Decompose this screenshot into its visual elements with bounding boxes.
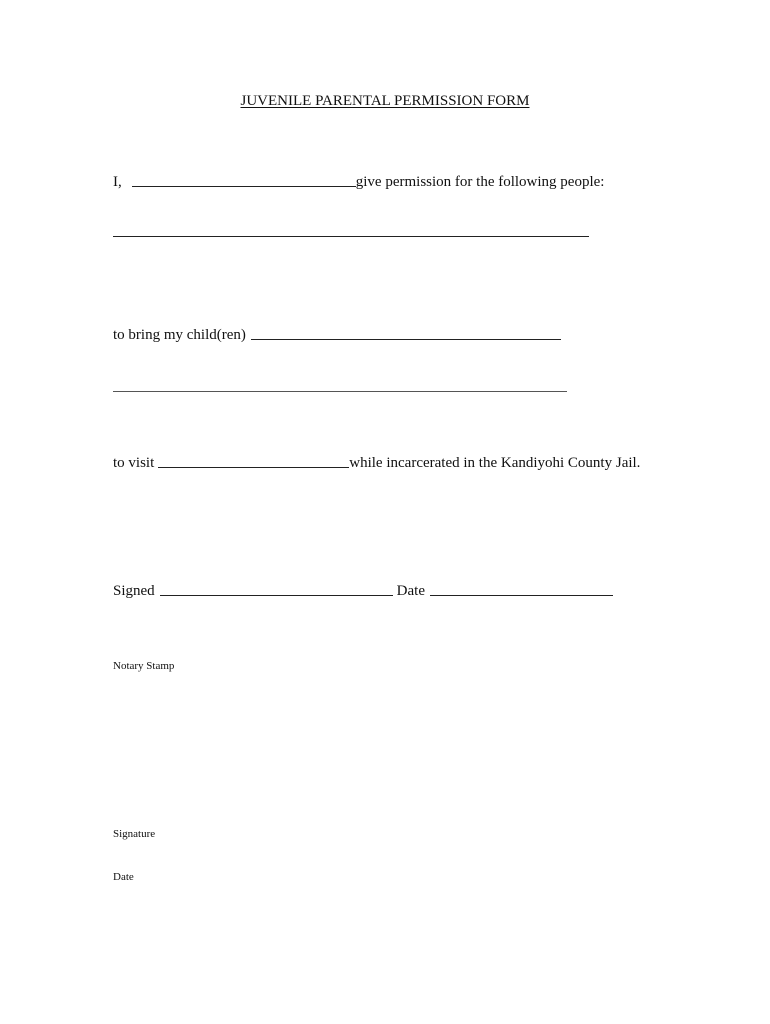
permission-line: [113, 173, 604, 191]
form-title: JUVENILE PARENTAL PERMISSION FORM: [240, 93, 530, 109]
signature-line: [113, 582, 613, 600]
visit-prefix: to visit: [113, 455, 155, 471]
date-field[interactable]: [430, 594, 613, 596]
visit-line: [113, 454, 640, 472]
people-field[interactable]: [113, 236, 589, 237]
notary-signature-label: Signature: [113, 828, 156, 840]
children-field-continued[interactable]: [113, 391, 567, 392]
parent-name-field[interactable]: [132, 185, 356, 187]
children-field[interactable]: [251, 338, 561, 340]
notary-date-label: Date: [113, 871, 134, 883]
signed-label: Signed: [113, 583, 155, 599]
visit-suffix: while incarcerated in the Kandiyohi County Jail.: [349, 455, 641, 471]
children-line: [113, 326, 561, 344]
permission-suffix: give permission for the following people:: [355, 174, 605, 190]
permission-prefix: I,: [113, 174, 122, 190]
children-prefix: to bring my child(ren): [113, 327, 246, 343]
notary-stamp-label: Notary Stamp: [113, 660, 175, 672]
date-label: Date: [396, 583, 425, 599]
signed-field[interactable]: [160, 594, 393, 596]
inmate-name-field[interactable]: [158, 466, 349, 468]
